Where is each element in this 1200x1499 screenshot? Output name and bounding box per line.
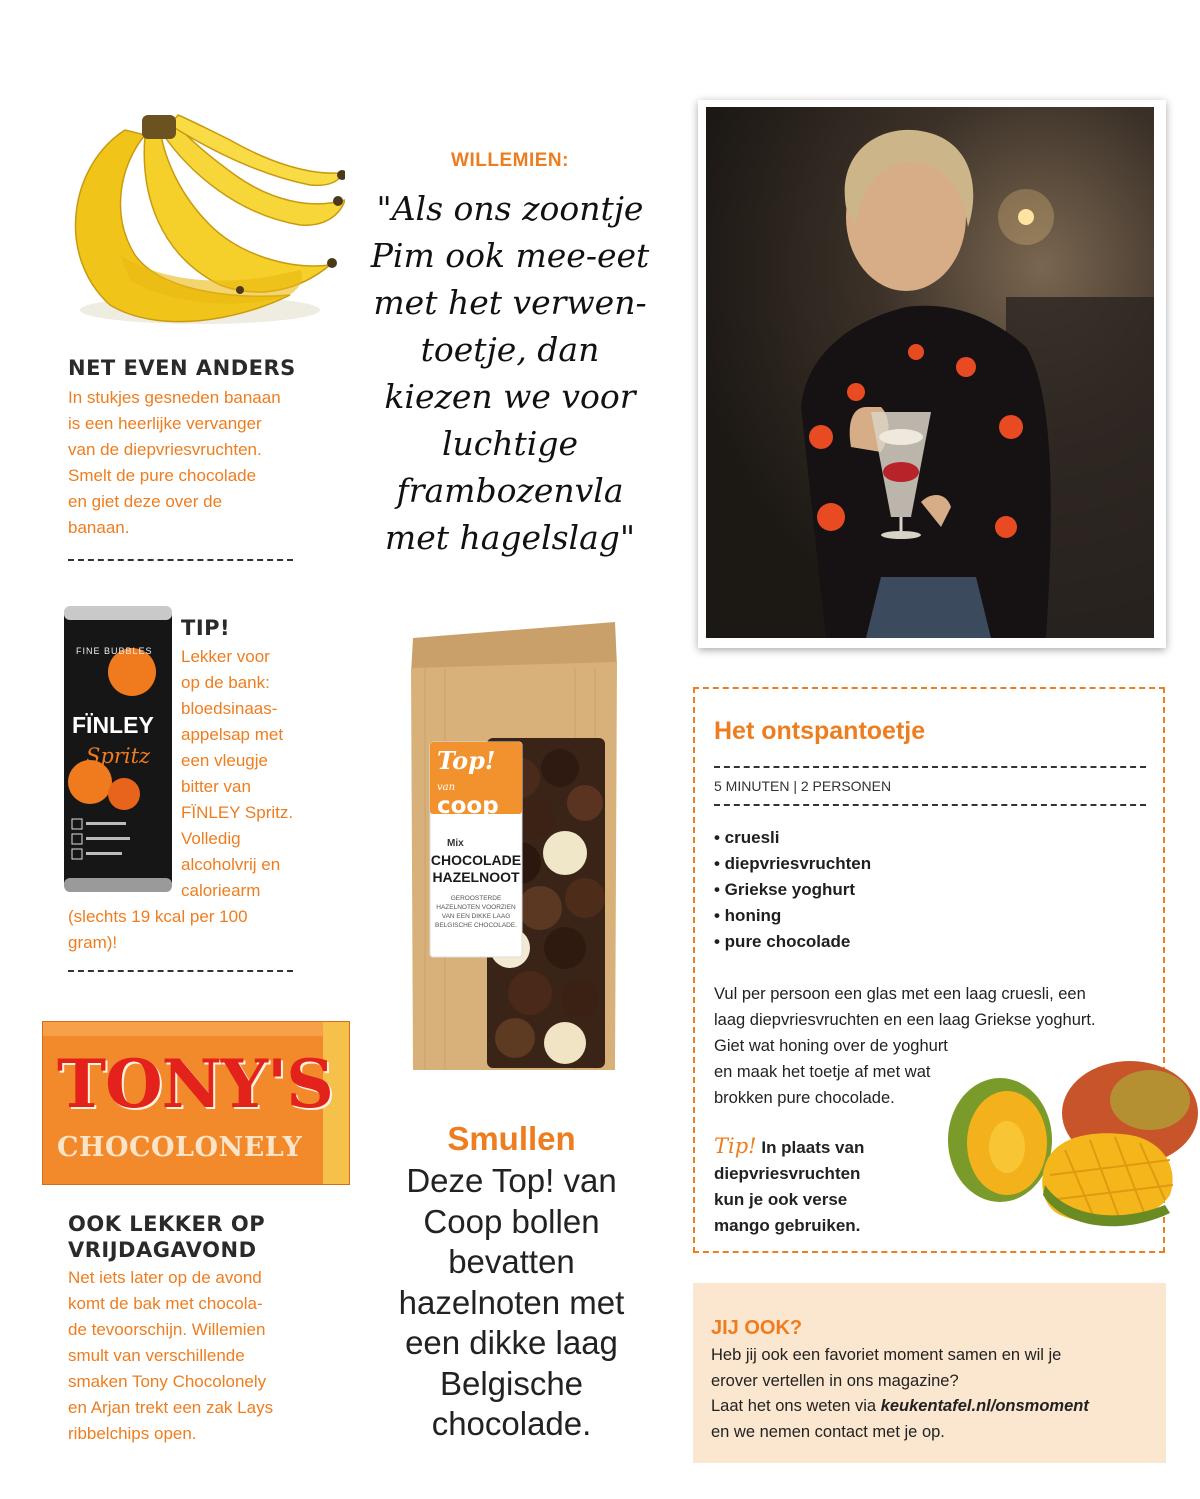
tonys-brand-line1: TONY'S [57,1045,333,1123]
recipe-method: Vul per persoon een glas met een laag cruesli, een laag diepvriesvruchten en een laag Griekse yoghurt. Giet wat honing over de yoghurt en maak het toetje af met wat brokken pure chocolade. [714,985,1096,1107]
recipe-tip: Tip! In plaats van diepvriesvruchten kun je ook verse mango gebruiken. [714,1134,865,1235]
divider [714,766,1146,768]
tip-text-wide: (slechts 19 kcal per 100 gram)! [68,907,248,952]
recipe-title: Het ontspantoetje [714,717,926,745]
finley-brand: FÏNLEY [72,712,154,738]
keukentafel-link[interactable]: keukentafel.nl/onsmoment [880,1397,1089,1415]
jij-ook-box [693,1283,1166,1463]
ook-lekker-heading: OOK LEKKER OP VRIJDAGAVOND [68,1212,266,1262]
ingredient-item: • cruesli [714,828,780,847]
finley-sub: Spritz [86,744,151,768]
tonys-brand-line2: CHOCOLONELY [57,1132,303,1163]
mango-image [945,1055,1200,1230]
jij-ook-text: Heb jij ook een favoriet moment samen en wil je erover vertellen in ons magazine? Laat het ons weten via keukentafel.nl/onsmoment en we nemen contact met je op. [711,1346,1089,1441]
jij-ook-heading: JIJ OOK? [711,1317,803,1339]
divider [68,970,293,972]
net-even-anders-heading: NET EVEN ANDERS [68,356,296,380]
finley-can-image [62,604,174,894]
tip-label: Tip! [714,1134,757,1158]
package-mix: Mix [447,838,464,849]
divider [68,559,293,561]
ingredient-list [714,825,871,955]
tonys-chocolonely-bar-image [42,1021,350,1185]
tip-text: Lekker voor op de bank: bloedsinaas- appelsap met een vleugje bitter van FÏNLEY Spritz. Volledig alcoholvrij en caloriearm [181,647,294,900]
quote: "Als ons zoontje Pim ook mee-eet met het verwen- toetje, dan kiezen we voor luchtige frambozenvla met hagelslag" [370,189,650,557]
willemien-photo [698,100,1166,648]
recipe-meta: 5 MINUTEN | 2 PERSONEN [714,778,892,794]
finley-top-text: FINE BUBBLES [76,646,153,656]
package-desc: GEROOSTERDE HAZELNOTEN VOORZIEN VAN EEN DIKKE LAAG BELGISCHE CHOCOLADE. [435,895,517,929]
net-even-anders-text: In stukjes gesneden banaan is een heerlijke vervanger van de diepvriesvruchten. Smelt de pure chocolade en giet deze over de banaan. [68,388,281,537]
smullen-heading: Smullen [447,1120,576,1157]
smullen-text: Deze Top! van Coop bollen bevatten hazelnoten met een dikke laag Belgische chocolade. [398,1162,625,1442]
top-van-coop-logo: Top! van coop [437,746,499,819]
ingredient-item: • pure chocolade [714,932,851,951]
tip-heading: TIP! [181,616,231,640]
ingredient-item: • honing [714,906,782,925]
speaker-label: WILLEMIEN: [451,150,569,171]
ingredient-item: • Griekse yoghurt [714,880,856,899]
divider [714,804,1146,806]
package-name: CHOCOLADE HAZELNOOT [430,852,522,885]
ook-lekker-text: Net iets later op de avond komt de bak met chocola- de tevoorschijn. Willemien smult van verschillende smaken Tony Chocolonely en Arjan trekt een zak Lays ribbelchips open. [68,1268,274,1443]
hazelnut-package-image [405,618,623,1073]
ingredient-item: • diepvriesvruchten [714,854,872,873]
banana-image [50,105,345,335]
